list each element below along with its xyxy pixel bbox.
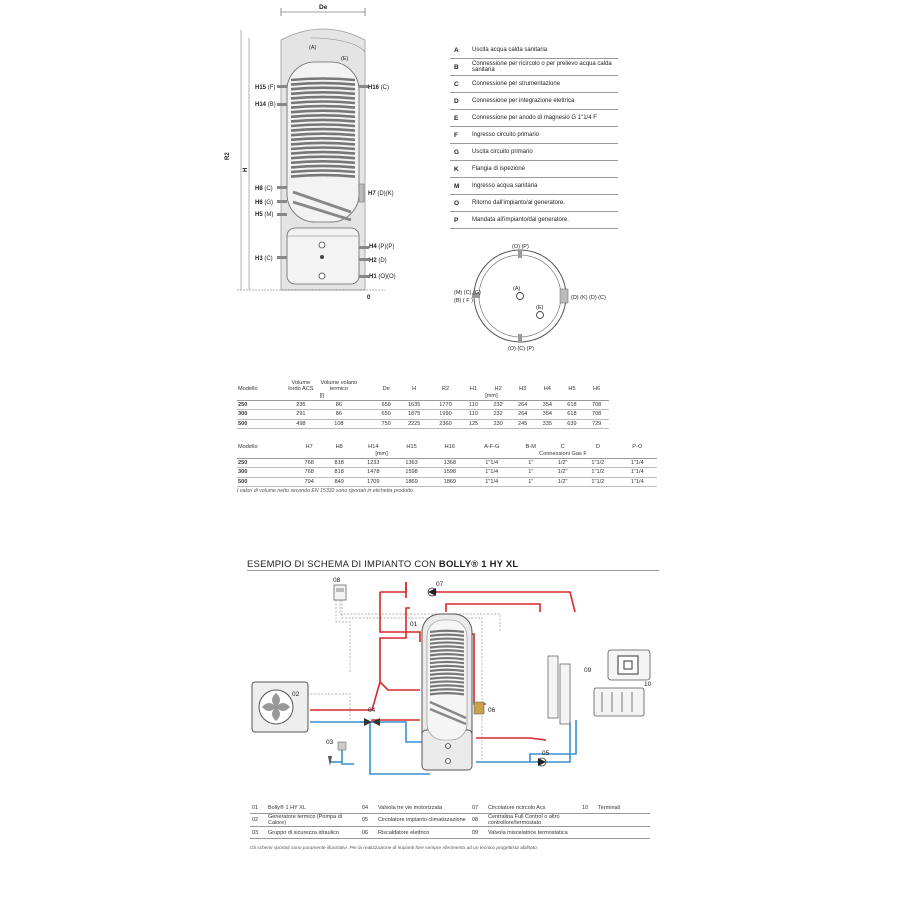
label-h15-conn: (F) xyxy=(267,85,276,91)
legend-row xyxy=(450,144,618,161)
t1-dim: 1875 xyxy=(398,410,429,419)
t2-conn: 1"1/4 xyxy=(469,477,515,486)
t2-h: 1598 xyxy=(392,468,430,477)
t1-col-dim: H1 xyxy=(469,386,478,392)
legend-row xyxy=(450,195,618,212)
label-h7: H7 xyxy=(368,191,376,197)
t1-dim: 264 xyxy=(510,401,535,410)
t1-acs: 235 xyxy=(284,401,318,410)
svg-text:H6 (G) xyxy=(255,200,273,206)
comp-text-08: Centralina Full Control o altro controllore/termostato xyxy=(486,814,580,827)
label-h3-conn: (C) xyxy=(264,256,273,262)
svg-text:H15 (F) xyxy=(255,85,275,91)
t1-dim: 618 xyxy=(560,410,585,419)
t1-dim: 354 xyxy=(535,401,560,410)
t2-col-h: H8 xyxy=(335,444,343,450)
t1-model: 500 xyxy=(237,419,284,428)
svg-text:H8 (C) xyxy=(255,186,273,192)
t2-h: 768 xyxy=(294,459,324,468)
t2-col-conn: A-F-G xyxy=(484,444,500,450)
t2-col-conn: B-M xyxy=(525,444,536,450)
label-h1: H1 xyxy=(369,274,377,280)
t1-col-dim: H3 xyxy=(519,386,527,392)
label-h16-conn: (C) xyxy=(380,85,390,91)
t1-dim: 2360 xyxy=(430,419,461,428)
t1-col-dim: H5 xyxy=(568,386,576,392)
t1-dim: 232 xyxy=(486,401,511,410)
t2-conn: 1/2" xyxy=(547,477,578,486)
t1-term: 86 xyxy=(318,410,360,419)
svg-text:H2 (D) xyxy=(369,258,387,264)
legend-desc: Ritorno dall'impianto/al generatore. xyxy=(472,195,618,212)
dimensions-table-1 xyxy=(237,372,609,429)
t2-conn: 1"1/2 xyxy=(578,459,617,468)
comp-text-04: Valvola tre vie motorizzata xyxy=(376,802,470,814)
table-row xyxy=(237,410,609,419)
comp-num-05: 05 xyxy=(360,814,376,827)
t2-model: 500 xyxy=(237,477,294,486)
label-h2: H2 xyxy=(369,258,377,264)
footnote: Gli schemi riportati sono puramente illustrativi. Per la realizzazione di impianti fare sempre riferimento ad un tecnico progettista abilitato. xyxy=(250,846,538,851)
t2-h: 1368 xyxy=(431,459,469,468)
t1-col-dim: R2 xyxy=(441,386,450,392)
legend-desc: Connessione per integrazione elettrica xyxy=(472,93,618,110)
t1-col-dim: H xyxy=(412,386,417,392)
t2-h: 1709 xyxy=(354,477,392,486)
schema-title: ESEMPIO DI SCHEMA DI IMPIANTO CON BOLLY® 1 HY XL xyxy=(247,559,519,570)
t1-dim: 110 xyxy=(461,410,486,419)
t2-conn: 1"1/4 xyxy=(618,468,657,477)
legend-desc: Flangia di ispezione xyxy=(472,161,618,178)
t1-col-dim: De xyxy=(382,386,390,392)
t2-h: 1478 xyxy=(354,468,392,477)
t2-conn: 1" xyxy=(515,477,547,486)
t1-col-model: Modello xyxy=(238,386,258,392)
top-label-a: (A) xyxy=(309,45,317,51)
t1-model: 250 xyxy=(237,401,284,410)
t2-h: 818 xyxy=(324,459,354,468)
t1-dim: 230 xyxy=(486,419,511,428)
legend-key: K xyxy=(450,161,472,178)
t1-dim: 708 xyxy=(584,401,609,410)
top-label-e: (E) xyxy=(341,56,349,62)
legend-desc: Mandata all'impianto/dal generatore. xyxy=(472,212,618,229)
label-h1-conn: (O)(O) xyxy=(378,274,396,280)
t1-dim: 264 xyxy=(510,410,535,419)
schema-num-03: 03 xyxy=(326,739,334,746)
t2-col-conn: P-O xyxy=(632,444,643,450)
table-row xyxy=(237,419,609,428)
schema-num-02: 02 xyxy=(292,691,300,698)
schema-num-07: 07 xyxy=(436,581,444,588)
t1-model: 300 xyxy=(237,410,284,419)
label-h2-conn: (D) xyxy=(378,258,387,264)
label-h16: H16 xyxy=(368,85,380,91)
legend-row xyxy=(450,161,618,178)
label-h4-conn: (P)(P) xyxy=(378,244,395,250)
svg-text:H3 (C) xyxy=(255,256,273,262)
plant-schema xyxy=(230,572,670,798)
legend-desc: Connessione per anodo di magnesio G 1"1/4 F xyxy=(472,110,618,127)
comp-num-04: 04 xyxy=(360,802,376,814)
comp-text-10: Terminali xyxy=(596,802,650,814)
legend-key: P xyxy=(450,212,472,229)
top-view-top: (O) (P) xyxy=(512,244,529,250)
label-h14-conn: (B) xyxy=(267,102,276,108)
t2-h: 794 xyxy=(294,477,324,486)
t1-dim: 650 xyxy=(374,401,399,410)
legend-row xyxy=(450,93,618,110)
t1-dim: 729 xyxy=(584,419,609,428)
label-h14: H14 xyxy=(255,102,267,108)
t1-dim: 232 xyxy=(486,410,511,419)
tank-top-view xyxy=(450,238,630,356)
top-view-left1: (M) (C) (G) xyxy=(454,290,481,296)
legend-row xyxy=(450,127,618,144)
comp-text-07: Circolatore ricircolo Acs xyxy=(486,802,580,814)
svg-text:H1 (O)(O) xyxy=(369,274,396,280)
legend-desc: Uscita circuito primario xyxy=(472,144,618,161)
legend-key: F xyxy=(450,127,472,144)
top-view-bottom: (O) (C) (P) xyxy=(508,346,534,352)
label-h6-conn: (G) xyxy=(264,200,274,206)
legend-key: G xyxy=(450,144,472,161)
t1-dim: 708 xyxy=(584,410,609,419)
label-h15: H15 xyxy=(255,85,267,91)
schema-num-05: 05 xyxy=(542,750,550,757)
svg-text:H4 (P)(P) xyxy=(369,244,394,250)
comp-text-03: Gruppo di sicurezza idraulico xyxy=(266,827,360,839)
t1-col-dim: H6 xyxy=(593,386,601,392)
top-view-anode: (E) xyxy=(536,305,544,311)
legend-row xyxy=(450,42,618,59)
schema-num-10: 10 xyxy=(644,681,652,688)
t2-h: 1363 xyxy=(392,459,430,468)
dim-h: H xyxy=(243,167,249,172)
label-h5-conn: (M) xyxy=(264,212,274,218)
legend-row xyxy=(450,212,618,229)
legend-desc: Ingresso circuito primario xyxy=(472,127,618,144)
t2-col-conn: D xyxy=(595,444,600,450)
t1-dim: 639 xyxy=(560,419,585,428)
connection-legend xyxy=(450,42,618,229)
t1-dim: 1770 xyxy=(430,401,461,410)
component-legend xyxy=(250,802,650,839)
label-h3: H3 xyxy=(255,256,263,262)
t1-dim: 618 xyxy=(560,401,585,410)
legend-key: D xyxy=(450,93,472,110)
t2-h: 818 xyxy=(324,468,354,477)
comp-num-08: 08 xyxy=(470,814,486,827)
t1-dim: 750 xyxy=(374,419,399,428)
legend-desc: Connessione per strumentazione xyxy=(472,76,618,93)
t1-dim: 2225 xyxy=(398,419,429,428)
t2-h: 1598 xyxy=(431,468,469,477)
table-row xyxy=(237,468,657,477)
comp-num-10: 10 xyxy=(580,802,596,814)
schema-num-09: 09 xyxy=(584,667,592,674)
schema-num-04: 04 xyxy=(368,707,376,714)
t2-h: 768 xyxy=(294,468,324,477)
t2-conn: 1"1/2 xyxy=(578,477,617,486)
t2-col-model: Modello xyxy=(238,444,258,450)
t2-conn: 1"1/4 xyxy=(618,459,657,468)
label-h6: H6 xyxy=(255,200,263,206)
label-h8: H8 xyxy=(255,186,263,192)
t1-dim: 110 xyxy=(461,401,486,410)
comp-num-06: 06 xyxy=(360,827,376,839)
t2-conn: 1/2" xyxy=(547,468,578,477)
legend-key: O xyxy=(450,195,472,212)
legend-desc: Uscita acqua calda sanitaria xyxy=(472,42,618,59)
comp-text-06: Riscaldatore elettrico xyxy=(376,827,470,839)
legend-key: B xyxy=(450,59,472,76)
schema-num-06: 06 xyxy=(488,707,496,714)
t2-model: 250 xyxy=(237,459,294,468)
legend-desc: Connessione per ricircolo o per prelievo acqua calda sanitaria xyxy=(472,59,618,76)
t1-term: 108 xyxy=(318,419,360,428)
legend-key: C xyxy=(450,76,472,93)
t2-col-h: H16 xyxy=(444,444,455,450)
comp-num-07: 07 xyxy=(470,802,486,814)
svg-text:H5 (M) xyxy=(255,212,273,218)
top-view-center: (A) xyxy=(513,286,521,292)
schema-title-rule xyxy=(247,570,659,571)
t2-h: 849 xyxy=(324,477,354,486)
t1-term: 86 xyxy=(318,401,360,410)
t1-dim: 354 xyxy=(535,410,560,419)
t2-col-h: H14 xyxy=(368,444,379,450)
comp-text-01: Bolly® 1 HY XL xyxy=(266,802,360,814)
legend-row xyxy=(450,178,618,195)
comp-num-02: 02 xyxy=(250,814,266,827)
legend-row xyxy=(450,76,618,93)
label-h7-conn: (D)(K) xyxy=(377,191,394,197)
table-row xyxy=(237,477,657,486)
t2-col-h: H15 xyxy=(406,444,417,450)
t1-col-acs: Volume lordo ACS xyxy=(288,380,314,392)
t2-conn: 1" xyxy=(515,459,547,468)
legend-key: E xyxy=(450,110,472,127)
label-h5: H5 xyxy=(255,212,263,218)
t1-acs: 498 xyxy=(284,419,318,428)
label-h8-conn: (C) xyxy=(264,186,273,192)
t2-h: 1869 xyxy=(392,477,430,486)
t1-unit-mm: [mm] xyxy=(374,392,609,401)
t1-col-term: Volume volano termico xyxy=(320,380,358,392)
legend-row xyxy=(450,110,618,127)
legend-row xyxy=(450,59,618,76)
t2-conn: 1"1/4 xyxy=(469,468,515,477)
dimensions-table-2 xyxy=(237,430,657,487)
t1-dim: 245 xyxy=(510,419,535,428)
t1-dim: 1990 xyxy=(430,410,461,419)
table-row xyxy=(237,459,657,468)
label-h4: H4 xyxy=(369,244,377,250)
t2-col-conn: C xyxy=(560,444,565,450)
t2-h: 1233 xyxy=(354,459,392,468)
t2-col-h: H7 xyxy=(305,444,313,450)
t2-conn: 1"1/4 xyxy=(469,459,515,468)
dim-de: De xyxy=(319,4,328,11)
t1-dim: 650 xyxy=(374,410,399,419)
comp-text-05: Circolatore impianto climatizzazione xyxy=(376,814,470,827)
legend-desc: Ingresso acqua sanitaria xyxy=(472,178,618,195)
t2-unit-gas: Connessioni Gas F xyxy=(469,450,657,459)
dim-zero: 0 xyxy=(367,295,371,301)
t1-dim: 1635 xyxy=(398,401,429,410)
schema-num-01: 01 xyxy=(410,621,418,628)
comp-text-02: Generatore termico (Pompa di Calore) xyxy=(266,814,360,827)
t2-conn: 1/2" xyxy=(547,459,578,468)
t2-unit-mm: [mm] xyxy=(294,450,469,459)
comp-num-01: 01 xyxy=(250,802,266,814)
t2-conn: 1"1/2 xyxy=(578,468,617,477)
legend-key: M xyxy=(450,178,472,195)
t2-conn: 1" xyxy=(515,468,547,477)
t2-conn: 1"1/4 xyxy=(618,477,657,486)
comp-num-03: 03 xyxy=(250,827,266,839)
t1-dim: 335 xyxy=(535,419,560,428)
svg-text:H14 (B) xyxy=(255,102,276,108)
volume-note: I valori di volume netto secondo EN 15332 sono riportati in etichetta prodotto. xyxy=(237,488,415,494)
legend-key: A xyxy=(450,42,472,59)
t1-unit-l: [l] xyxy=(284,392,360,401)
comp-num-09: 09 xyxy=(470,827,486,839)
svg-text:H7 (D)(K) xyxy=(368,191,394,197)
t1-dim: 125 xyxy=(461,419,486,428)
top-view-left2: (B) ( F ) xyxy=(454,298,473,304)
t1-acs: 291 xyxy=(284,410,318,419)
t2-model: 300 xyxy=(237,468,294,477)
tank-side-view xyxy=(215,0,405,310)
dim-r2: R2 xyxy=(225,152,231,160)
schema-num-08: 08 xyxy=(333,577,341,584)
t1-col-dim: H4 xyxy=(543,386,551,392)
comp-text-09: Valvola miscelatrice termostatica xyxy=(486,827,580,839)
top-view-right: (D) (K) (D) (C) xyxy=(571,295,606,301)
table-row xyxy=(237,401,609,410)
t1-col-dim: H2 xyxy=(494,386,502,392)
svg-text:H16 (C) xyxy=(368,85,389,91)
t2-h: 1869 xyxy=(431,477,469,486)
